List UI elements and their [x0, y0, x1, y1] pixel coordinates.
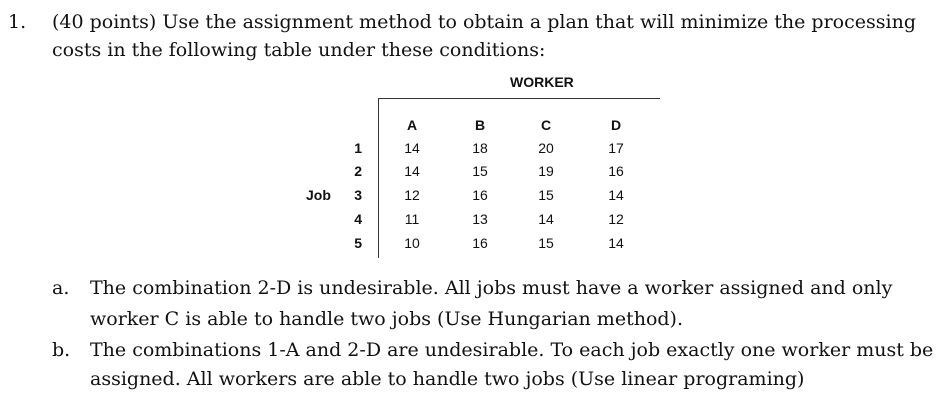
subquestion-b-line-2: assigned. All workers are able to handle two jobs (Use linear programing) — [90, 368, 805, 390]
question-number: 1. — [8, 11, 27, 33]
table-cell: 16 — [472, 187, 488, 203]
subquestion-a-line-1 — [52, 276, 893, 300]
table-cell: 20 — [538, 140, 554, 156]
table-cell: 15 — [538, 187, 554, 203]
question-line-1 — [8, 10, 916, 34]
column-header-c: C — [540, 117, 552, 133]
table-cell: 18 — [472, 140, 488, 156]
table-cell: 14 — [538, 211, 554, 227]
table-cell: 16 — [472, 235, 488, 251]
job-row-label: 4 — [354, 211, 362, 227]
question-text-1: (40 points) Use the assignment method to obtain a plan that will minimize the processing — [52, 11, 916, 33]
table-cell: 11 — [404, 211, 420, 227]
table-left-rule — [378, 98, 379, 258]
table-cell: 12 — [608, 211, 624, 227]
job-row-label: 2 — [354, 163, 362, 179]
subquestion-b-text-1: The combinations 1-A and 2-D are undesirable. To each job exactly one worker must be — [90, 339, 934, 361]
job-row-label: 1 — [354, 140, 362, 156]
table-cell: 15 — [538, 235, 554, 251]
table-cell: 10 — [404, 235, 420, 251]
table-cell: 19 — [538, 163, 554, 179]
job-row-label: 5 — [354, 235, 362, 251]
table-cell: 17 — [608, 140, 624, 156]
table-cell: 13 — [472, 211, 488, 227]
question-line-2: costs in the following table under these conditions: — [52, 39, 546, 61]
subquestion-a-line-2: worker C is able to handle two jobs (Use Hungarian method). — [90, 308, 683, 330]
table-cell: 16 — [608, 163, 624, 179]
column-header-a: A — [406, 117, 418, 133]
job-label: Job — [306, 187, 331, 203]
worker-header: WORKER — [510, 74, 574, 90]
subquestion-b-line-1 — [52, 338, 934, 362]
table-cell: 14 — [404, 140, 420, 156]
worker-rule — [378, 98, 660, 99]
column-header-d: D — [610, 117, 622, 133]
subquestion-b-mark: b. — [52, 339, 71, 361]
subquestion-a-mark: a. — [52, 277, 70, 299]
table-cell: 15 — [472, 163, 488, 179]
table-cell: 12 — [404, 187, 420, 203]
column-header-b: B — [474, 117, 486, 133]
table-cell: 14 — [608, 187, 624, 203]
subquestion-a-text-1: The combination 2-D is undesirable. All jobs must have a worker assigned and only — [90, 277, 893, 299]
table-cell: 14 — [608, 235, 624, 251]
table-cell: 14 — [404, 163, 420, 179]
job-row-label: 3 — [354, 187, 362, 203]
